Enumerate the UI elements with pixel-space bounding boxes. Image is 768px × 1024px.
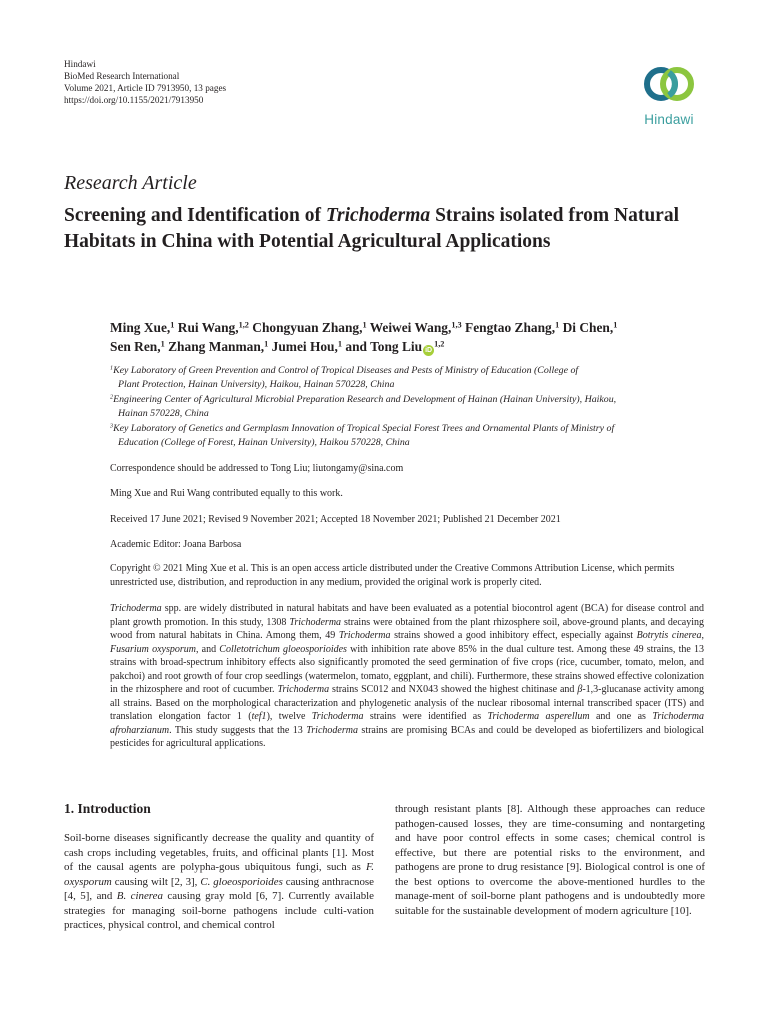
- text-run: with inhibition rate above 85% in the dual culture test. Among these 49 strains, the 13 strains with broad-spectrum inhibitory effects also significantly promoted the seed germination of five crops (rice, cucumber, tomato, melon, and pakchoi) and root growth of four crop seedlings (watermelon, tomato, eggplant, and chili). Furthermore, these strains showed effective colonization in the rhizosphere and root of cucumber.: [110, 643, 704, 695]
- author: Rui Wang,$^{1,2}$: [177, 320, 249, 335]
- affiliation-1: $^1$Key Laboratory of Green Prevention and Control of Tropical Diseases and Pests of Ministry of Education (College of Plant Protection, Hainan University), Haikou, Hainan 570228, China: [110, 365, 579, 390]
- text-run: spp. are widely distributed in natural habitats and have been evaluated as a potential biocontrol agent (BCA) for disease control and plant growth promotion. In this study, 1308: [110, 603, 704, 628]
- hindawi-logo: [632, 60, 706, 127]
- author: Zhang Manman,$^1$: [168, 339, 269, 354]
- text-run: strains were identified as: [363, 711, 488, 722]
- correspondence: Correspondence should be addressed to Tong Liu; liutongamy@sina.com: [110, 463, 404, 474]
- text-run: , and: [195, 643, 220, 655]
- abstract: [110, 602, 704, 751]
- italic-term: Trichoderma: [306, 724, 358, 736]
- publication-dates: Received 17 June 2021; Revised 9 November 2021; Accepted 18 November 2021; Published 21 December 2021: [110, 514, 561, 525]
- italic-term: Trichoderma: [277, 684, 330, 695]
- author: Sen Ren,$^1$: [110, 339, 165, 354]
- italic-term: Fusarium oxysporum: [110, 643, 196, 655]
- author: Fengtao Zhang,$^1$: [465, 320, 560, 335]
- academic-editor: Academic Editor: Joana Barbosa: [110, 539, 242, 550]
- author: and Tong Liu iD$^{1,2}$: [345, 339, 445, 354]
- italic-term: Trichoderma afroharzianum: [110, 711, 704, 736]
- author: Jumei Hou,$^1$: [271, 339, 343, 354]
- text-run: Soil-borne diseases significantly decrease the quality and quantity of cash crops including vegetables, fruits, and officinal plants [1]. Most of the causal agents are polypha-gous ubiquitous fungi, such as: [64, 832, 374, 873]
- italic-term: Colletotrichum gloeosporioides: [219, 643, 347, 655]
- italic-term: Trichoderma: [338, 630, 391, 641]
- text-run: causing gray mold [6, 7]. Currently available strategies for managing soil-borne pathogens include culti-vation practices, physical control, and chemical control: [64, 890, 374, 931]
- intro-paragraph-continued: [395, 802, 705, 918]
- author-list: [110, 318, 710, 356]
- text-run: and one as: [589, 711, 653, 722]
- author: Chongyuan Zhang,$^1$: [252, 320, 367, 335]
- text-run: strains are promising BCAs and could be developed as biofertilizers and biological pesticides for agricultural applications.: [110, 724, 704, 749]
- italic-term: β: [577, 684, 583, 695]
- author: Di Chen,$^1$: [562, 320, 618, 335]
- text-run: strains SC012 and NX043 showed the highest chitinase and: [329, 684, 578, 695]
- orcid-icon[interactable]: iD: [425, 347, 433, 354]
- text-run: -1,3-glucanase activity among all strains. Based on the morphological characterization and phylogenetic analysis of the nuclear ribosomal internal transcribed spacer (ITS) and translation elongation factor 1 (: [110, 684, 705, 722]
- italic-term: Botrytis cinerea: [636, 630, 702, 641]
- section-heading: 1. Introduction: [64, 801, 151, 816]
- journal-header: [64, 58, 226, 106]
- italic-term: Trichoderma: [110, 603, 162, 614]
- affiliation-3: $^3$Key Laboratory of Genetics and Germplasm Innovation of Tropical Special Forest Trees and Ornamental Plants of Ministry of Education (College of Forest, Hainan University), Haikou 570228, China: [110, 423, 615, 448]
- doi-link[interactable]: https://doi.org/10.1155/2021/7913950: [64, 95, 204, 105]
- italic-term: F. oxysporum: [64, 861, 374, 888]
- text-run: causing wilt [2, 3],: [111, 875, 201, 888]
- italic-term: B. cinerea: [116, 890, 163, 902]
- author: Weiwei Wang,$^{1,3}$: [369, 320, 462, 335]
- title-part-1: Screening and Identification of: [64, 205, 326, 226]
- journal-name: BioMed Research International: [64, 71, 180, 81]
- author: Ming Xue,$^1$: [110, 320, 175, 335]
- italic-term: Trichoderma asperellum: [487, 711, 590, 722]
- affiliation-2: $^2$Engineering Center of Agricultural Microbial Preparation Research and Development of Hainan (Hainan University), Haikou, Hainan 570228, China: [110, 394, 617, 419]
- affiliations: [110, 364, 700, 451]
- italic-term: Trichoderma: [311, 711, 364, 722]
- intro-right-column: [395, 802, 705, 918]
- text-run: causing anthracnose [4, 5], and: [64, 875, 374, 902]
- equal-contribution-note: Ming Xue and Rui Wang contributed equally to this work.: [110, 488, 343, 499]
- intro-left-column: [64, 831, 374, 933]
- volume-line: Volume 2021, Article ID 7913950, 13 pages: [64, 83, 227, 93]
- text-run: ,: [701, 630, 704, 641]
- copyright-notice: Copyright © 2021 Ming Xue et al. This is an open access article distributed under the Creative Commons Attribution License, which permits unrestricted use, distribution, and reproduction in any medium, provided the original work is properly cited.: [110, 563, 675, 588]
- intro-paragraph: [64, 831, 374, 933]
- text-run: ), twelve: [266, 711, 312, 722]
- italic-term: tef1: [251, 711, 267, 722]
- article-type: Research Article: [64, 172, 197, 194]
- hindawi-logo-icon: [642, 60, 696, 106]
- logo-wordmark: Hindawi: [644, 112, 694, 127]
- text-run: strains were obtained from the plant rhizosphere soil, above-ground plants, and decaying wood from natural habitats in China. Among them, 49: [110, 616, 704, 641]
- italic-term: Trichoderma: [289, 616, 342, 628]
- text-run: through resistant plants [8]. Although these approaches can reduce pathogen-caused losses, they are time-consuming and nontargeting and have poor control effects in some cases; chemical control is effective, but there are potential risks to the environment, and pathogens are prone to drug resistance [9]. Biological control is one of the best options to overcome the above-mentioned hurdles to the manage-ment of soil-borne plant pathogens and is undoubtedly more suitable for the sustainable development of modern agriculture [10].: [395, 803, 705, 917]
- article-title: [64, 203, 684, 255]
- title-part-2: Strains isolated from Natural Habitats in China with Potential Agricultural Applications: [64, 205, 679, 252]
- italic-term: C. gloeosporioides: [200, 875, 283, 888]
- text-run: strains showed a good inhibitory effect, especially against: [390, 630, 637, 641]
- publisher-name: Hindawi: [64, 59, 96, 69]
- text-run: . This study suggests that the 13: [169, 724, 307, 736]
- title-genus: Trichoderma: [325, 205, 431, 226]
